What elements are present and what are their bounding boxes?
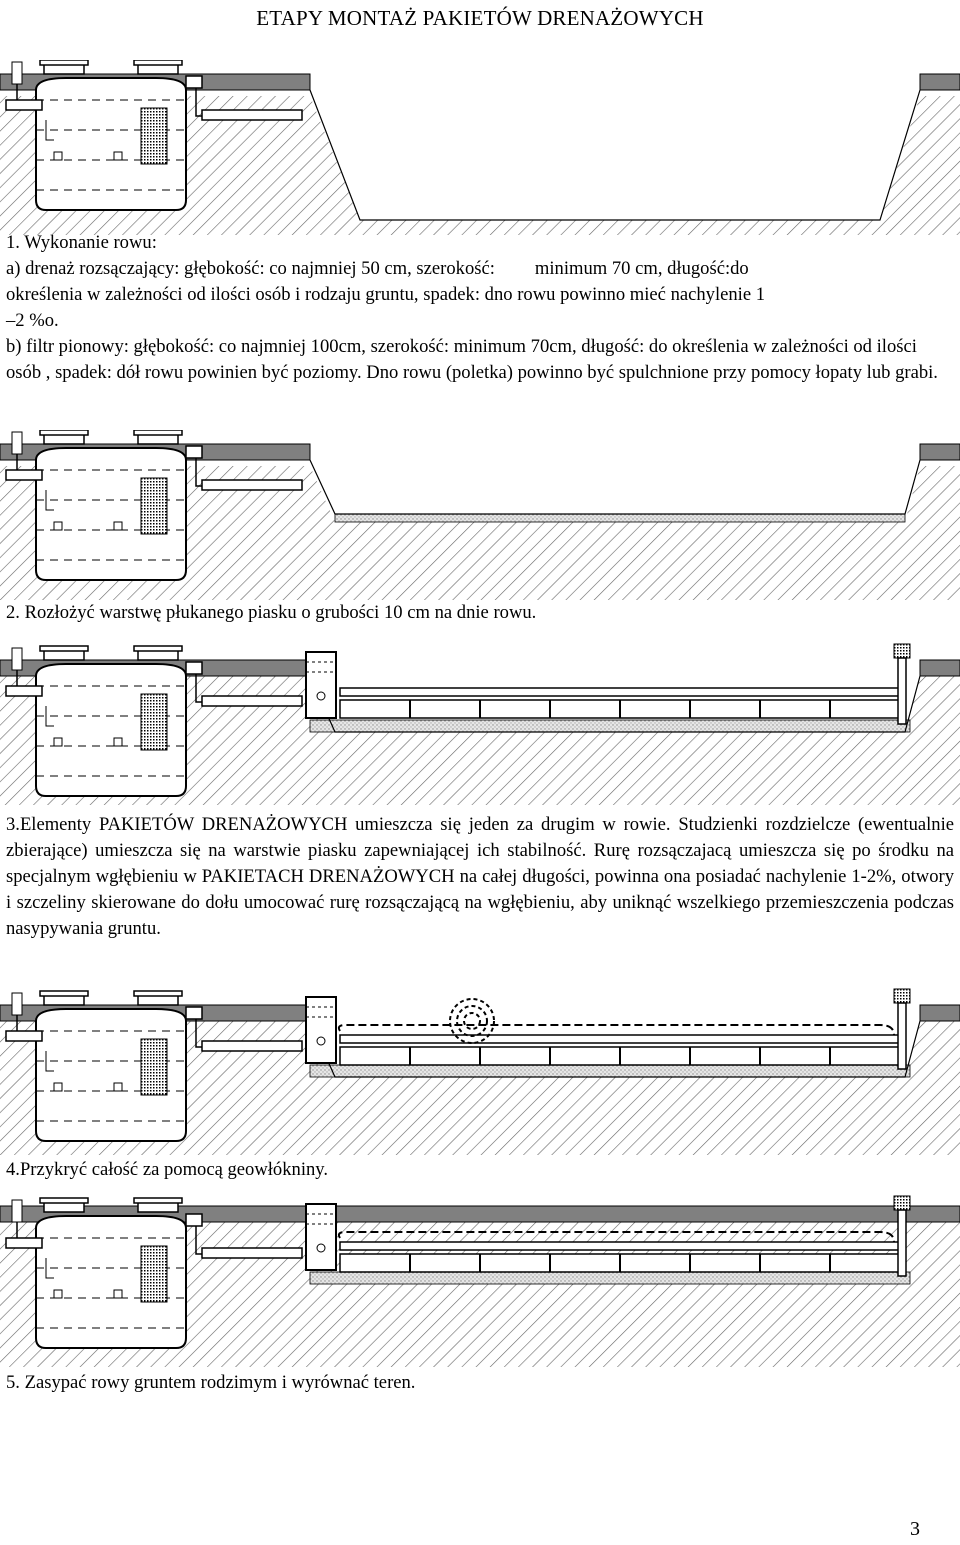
step-5-text: 5. Zasypać rowy gruntem rodzimym i wyrównać teren.: [6, 1372, 416, 1393]
step-1a-line3: –2 %o.: [6, 310, 59, 331]
figure-trench: [0, 60, 960, 235]
step-1-heading: 1. Wykonanie rowu:: [6, 232, 157, 253]
page-number: 3: [910, 1518, 920, 1540]
figure-backfill: [0, 1192, 960, 1367]
figure-geotextile: [0, 985, 960, 1155]
step-1a-line2: określenia w zależności od ilości osób i rodzaju gruntu, spadek: dno rowu powinno mieć nachylenie 1: [6, 284, 766, 305]
figure-sand-layer: [0, 430, 960, 600]
step-1b-text: b) filtr pionowy: głębokość: co najmniej 100cm, szerokość: minimum 70cm, długość: do określenia w zależności od ilości osób , spadek: dół rowu powinien być poziomy. Dno rowu (poletka) powinno być spulchnione przy pomocy łopaty lub grabi.: [6, 336, 938, 383]
step-2-text: 2. Rozłożyć warstwę płukanego piasku o grubości 10 cm na dnie rowu.: [6, 602, 537, 623]
step-4-text: 4.Przykryć całość za pomocą geowłókniny.: [6, 1159, 329, 1180]
page-title: ETAPY MONTAŻ PAKIETÓW DRENAŻOWYCH: [256, 6, 704, 30]
step-1-text: [6, 230, 954, 386]
step-1a-part1: a) drenaż rozsączający: głębokość: co najmniej 50 cm, szerokość:: [6, 258, 495, 279]
geotextile-roll-icon: [450, 999, 494, 1043]
step-1a-part2: minimum 70 cm, długość:do: [534, 258, 749, 279]
figure-packages: [0, 640, 960, 805]
step-3-text: 3.Elementy PAKIETÓW DRENAŻOWYCH umieszcza się jeden za drugim w rowie. Studzienki rozdzielcze (ewentualnie zbierające) umieszcza się na warstwie piasku zapewniającej ich stabilność. Rurę rozsączajacą umieszcza się po środku na specjalnym wgłębieniu w PAKIETACH DRENAŻOWYCH na całej długości, powinna ona posiadać nachylenie 1-2%, otwory i szczeliny skierowane do dołu umocować rurę rozsączającą na wgłębieniu, aby uniknąć wszelkiego przemieszczenia podczas nasypywania gruntu.: [6, 814, 954, 939]
